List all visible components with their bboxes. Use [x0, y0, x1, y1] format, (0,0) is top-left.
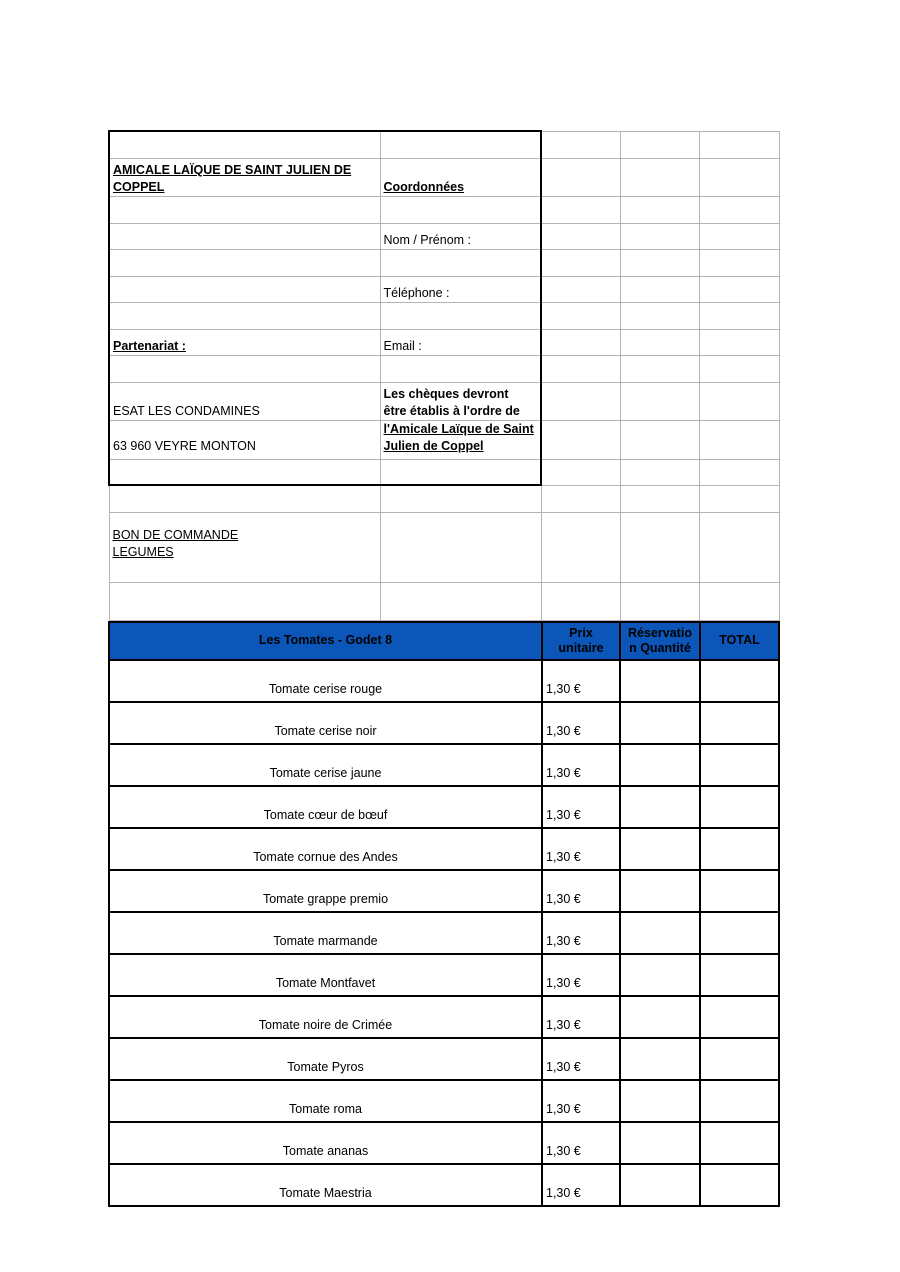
- table-row: [109, 744, 779, 786]
- association-name-line2: COPPEL: [113, 179, 165, 194]
- cheque-instruction: [380, 382, 541, 420]
- phone-field[interactable]: [541, 276, 620, 302]
- unit-price: 1,30 €: [542, 1038, 620, 1080]
- cheque-payee-line2: Julien de Coppel: [383, 438, 484, 453]
- column-header-total: TOTAL: [700, 622, 779, 660]
- table-row: [109, 954, 779, 996]
- column-header-price-line1: Prix: [569, 625, 593, 640]
- column-header-price-line2: unitaire: [558, 640, 604, 655]
- total-cell[interactable]: [700, 1164, 779, 1206]
- quantity-cell[interactable]: [620, 870, 700, 912]
- total-cell[interactable]: [700, 1038, 779, 1080]
- table-row: [109, 912, 779, 954]
- partner-name: ESAT LES CONDAMINES: [109, 382, 380, 420]
- quantity-cell[interactable]: [620, 1038, 700, 1080]
- quantity-cell[interactable]: [620, 954, 700, 996]
- table-header-row: [109, 622, 779, 660]
- association-name-line1: AMICALE LAÏQUE DE SAINT JULIEN DE: [113, 162, 352, 177]
- quantity-cell[interactable]: [620, 744, 700, 786]
- total-cell[interactable]: [700, 828, 779, 870]
- name-field-label: Nom / Prénom :: [380, 223, 541, 249]
- product-name: Tomate marmande: [109, 912, 542, 954]
- total-cell[interactable]: [700, 1080, 779, 1122]
- total-cell[interactable]: [700, 996, 779, 1038]
- total-cell[interactable]: [700, 660, 779, 702]
- quantity-cell[interactable]: [620, 702, 700, 744]
- association-name: [109, 158, 380, 196]
- name-field[interactable]: [541, 223, 620, 249]
- email-field-label: Email :: [380, 329, 541, 355]
- order-form-sheet: [108, 130, 778, 1207]
- table-row: [109, 870, 779, 912]
- page-title-line2: LEGUMES: [112, 545, 174, 559]
- cheque-instruction-line2: être établis à l'ordre de: [383, 403, 520, 418]
- column-header-quantity: [620, 622, 700, 660]
- table-row: [109, 660, 779, 702]
- unit-price: 1,30 €: [542, 996, 620, 1038]
- column-header-quantity-line1: Réservatio: [628, 625, 692, 640]
- unit-price: 1,30 €: [542, 702, 620, 744]
- total-cell[interactable]: [700, 744, 779, 786]
- quantity-cell[interactable]: [620, 786, 700, 828]
- product-name: Tomate Montfavet: [109, 954, 542, 996]
- column-header-price: [542, 622, 620, 660]
- unit-price: 1,30 €: [542, 954, 620, 996]
- partnership-label: Partenariat :: [109, 329, 380, 355]
- tomato-order-table: [108, 621, 780, 1207]
- quantity-cell[interactable]: [620, 912, 700, 954]
- total-cell[interactable]: [700, 1122, 779, 1164]
- quantity-cell[interactable]: [620, 1122, 700, 1164]
- table-row: [109, 996, 779, 1038]
- unit-price: 1,30 €: [542, 828, 620, 870]
- quantity-cell[interactable]: [620, 660, 700, 702]
- partner-city: 63 960 VEYRE MONTON: [109, 420, 380, 459]
- unit-price: 1,30 €: [542, 912, 620, 954]
- total-cell[interactable]: [700, 702, 779, 744]
- quantity-cell[interactable]: [620, 828, 700, 870]
- product-name: Tomate cerise rouge: [109, 660, 542, 702]
- email-field[interactable]: [541, 329, 620, 355]
- quantity-cell[interactable]: [620, 1080, 700, 1122]
- unit-price: 1,30 €: [542, 660, 620, 702]
- table-row: [109, 1038, 779, 1080]
- product-name: Tomate cornue des Andes: [109, 828, 542, 870]
- product-name: Tomate cerise jaune: [109, 744, 542, 786]
- header-grid: [108, 130, 780, 621]
- total-cell[interactable]: [700, 786, 779, 828]
- product-name: Tomate ananas: [109, 1122, 542, 1164]
- product-name: Tomate cerise noir: [109, 702, 542, 744]
- page-title: [109, 512, 380, 582]
- table-row: [109, 1122, 779, 1164]
- cheque-instruction-line1: Les chèques devront: [383, 386, 509, 401]
- phone-field-label: Téléphone :: [380, 276, 541, 302]
- column-header-product: Les Tomates - Godet 8: [109, 622, 542, 660]
- unit-price: 1,30 €: [542, 870, 620, 912]
- unit-price: 1,30 €: [542, 744, 620, 786]
- quantity-cell[interactable]: [620, 1164, 700, 1206]
- quantity-cell[interactable]: [620, 996, 700, 1038]
- unit-price: 1,30 €: [542, 1122, 620, 1164]
- column-header-quantity-line2: n Quantité: [629, 640, 691, 655]
- product-name: Tomate noire de Crimée: [109, 996, 542, 1038]
- coordinates-label: Coordonnées: [380, 158, 541, 196]
- product-name: Tomate Maestria: [109, 1164, 542, 1206]
- total-cell[interactable]: [700, 912, 779, 954]
- cheque-payee-line1: l'Amicale Laïque de Saint: [383, 421, 534, 436]
- total-cell[interactable]: [700, 870, 779, 912]
- unit-price: 1,30 €: [542, 1164, 620, 1206]
- unit-price: 1,30 €: [542, 1080, 620, 1122]
- product-name: Tomate grappe premio: [109, 870, 542, 912]
- page-title-line1: BON DE COMMANDE: [112, 528, 239, 542]
- table-row: [109, 1164, 779, 1206]
- product-name: Tomate roma: [109, 1080, 542, 1122]
- product-name: Tomate Pyros: [109, 1038, 542, 1080]
- unit-price: 1,30 €: [542, 786, 620, 828]
- total-cell[interactable]: [700, 954, 779, 996]
- table-row: [109, 702, 779, 744]
- table-row: [109, 786, 779, 828]
- table-row: [109, 1080, 779, 1122]
- product-name: Tomate cœur de bœuf: [109, 786, 542, 828]
- cheque-payee: [380, 420, 541, 459]
- table-row: [109, 828, 779, 870]
